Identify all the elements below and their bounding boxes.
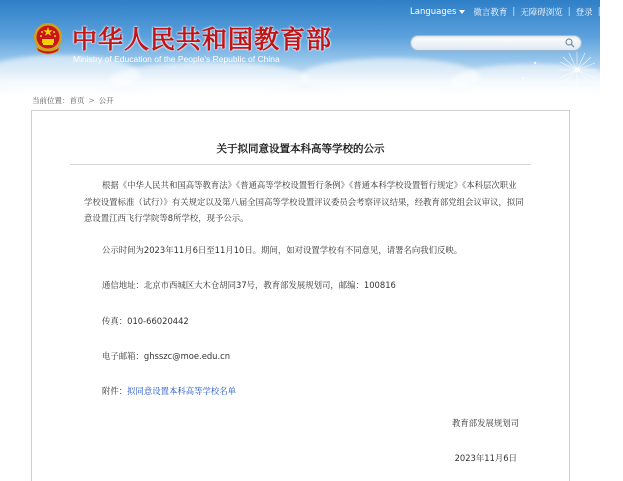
article-paragraph: 通信地址：北京市西城区大木仓胡同37号，教育部发展规划司，邮编：100816 [102, 280, 396, 290]
attachment-link[interactable]: 拟同意设置本科高等学校名单 [127, 386, 236, 396]
article-paragraph: 电子邮箱：ghsszc@moe.edu.cn [102, 351, 231, 361]
site-header [0, 0, 623, 95]
article-paragraph: 公示时间为2023年11月6日至11月10日。期间，如对设置学校有不同意见，请署名向我们反映。 [102, 245, 463, 255]
attachment-label: 附件： [102, 386, 128, 396]
breadcrumb-prefix: 当前位置： [32, 96, 70, 105]
register-link[interactable]: 注册 [605, 8, 623, 18]
article-title: 关于拟同意设置本科高等学校的公示 [216, 143, 385, 155]
signature-date: 2023年11月6日 [454, 453, 517, 463]
languages-menu[interactable]: Languages [410, 7, 457, 17]
link-separator: | [512, 7, 516, 17]
national-emblem-icon[interactable] [33, 22, 63, 55]
site-subtitle: Ministry of Education of the People's Republic of China [73, 54, 280, 64]
site-title[interactable]: 中华人民共和国教育部 [72, 25, 333, 54]
breadcrumb [32, 95, 114, 106]
breadcrumb-current-link[interactable]: 公开 [98, 96, 114, 105]
breadcrumb-separator: > [88, 96, 95, 105]
article-paragraph: 传真：010-66020442 [102, 316, 189, 326]
link-separator: | [567, 7, 571, 17]
search-icon[interactable] [565, 38, 575, 48]
title-divider [70, 164, 531, 165]
accessible-browse-link[interactable]: 无障碍浏览 [520, 8, 563, 18]
chevron-down-icon[interactable] [459, 10, 465, 14]
signature-department: 教育部发展规划司 [452, 418, 519, 428]
breadcrumb-home-link[interactable]: 首页 [69, 96, 85, 105]
top-links [410, 6, 623, 18]
attachment-line [102, 383, 544, 400]
link-separator: | [597, 7, 601, 17]
weibo-link[interactable]: 微言教育 [473, 8, 508, 18]
login-link[interactable]: 登录 [575, 8, 593, 18]
dandelion-decoration-icon [505, 48, 600, 108]
article-paragraph: 根据《中华人民共和国高等教育法》《普通高等学校设置暂行条例》《普通本科学校设置暂行规定》《本科层次职业学校设置标准（试行）》有关规定以及第八届全国高等学校设置评议委员会考察评议结果，经教育部党组会议审议，拟同意设置江西飞行学院等8所学校，现予公示。 [84, 180, 524, 223]
article-container [31, 110, 570, 481]
